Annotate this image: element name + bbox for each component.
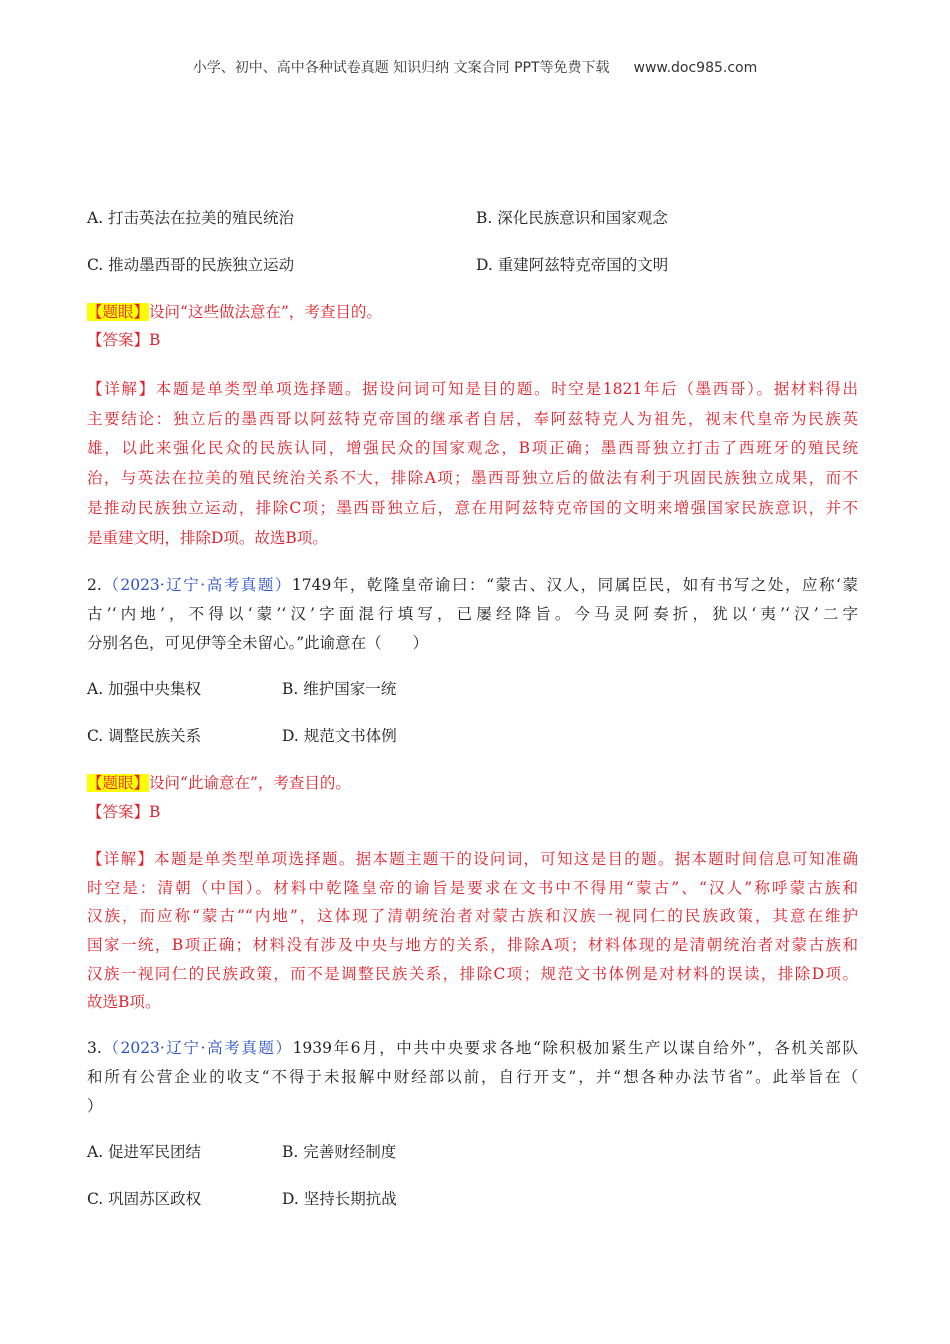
q2-stem-line: 分别名色，可见伊等全未留心。”此谕意在（ ） <box>87 634 429 652</box>
q2-detail-line: 国家一统，B项正确；材料没有涉及中央与地方的关系，排除A项；材料体现的是清朝统治者对蒙古族和 <box>87 936 858 954</box>
q2-option-c: C. 调整民族关系 <box>87 727 202 745</box>
q2-detail-line: 【详解】本题是单类型单项选择题。据本题主题干的设问词，可知这是目的题。据本题时间信息可知准确 <box>87 850 858 868</box>
q2-detail-line: 时空是：清朝（中国）。材料中乾隆皇帝的谕旨是要求在文书中不得用“蒙古”、“汉人”称呼蒙古族和 <box>87 879 858 897</box>
q2-stem-line: 古’‘内地’，不得以‘蒙’‘汉’字面混行填写，已屡经降旨。今马灵阿奏折，犹以‘夷’‘汉’二字 <box>87 605 858 623</box>
q3-stem-line: 和所有公营企业的收支“不得于未报解中财经部以前，自行开支”，并“想各种办法节省”。此举旨在（ <box>87 1068 858 1086</box>
q1-detail-line: 【详解】本题是单类型单项选择题。据设问词可知是目的题。时空是1821年后（墨西哥）。据材料得出 <box>87 380 858 398</box>
page-header <box>0 57 950 77</box>
q2-number: 2. <box>87 576 102 594</box>
q1-option-b: B. 深化民族意识和国家观念 <box>476 209 668 227</box>
q1-detail-line: 主要结论：独立后的墨西哥以阿兹特克帝国的继承者自居，奉阿兹特克人为祖先，视末代皇帝为民族英 <box>87 410 858 428</box>
q3-stem-line <box>87 1038 858 1058</box>
q3-source: （2023·辽宁·高考真题） <box>101 1039 293 1057</box>
tiyan-text: 设问“此谕意在”，考查目的。 <box>149 774 351 792</box>
q3-option-c: C. 巩固苏区政权 <box>87 1190 202 1208</box>
header-url: www.doc985.com <box>633 60 758 76</box>
q3-stem-text: 1939年6月，中共中央要求各地“除积极加紧生产以谋自给外”，各机关部队 <box>292 1039 858 1057</box>
q2-stem-text: 1749年，乾隆皇帝谕曰：“蒙古、汉人，同属臣民，如有书写之处，应称‘蒙 <box>291 576 858 594</box>
q2-stem-line <box>87 575 858 595</box>
q1-option-c: C. 推动墨西哥的民族独立运动 <box>87 256 295 274</box>
q1-answer: 【答案】B <box>87 331 161 349</box>
q3-option-d: D. 坚持长期抗战 <box>282 1190 397 1208</box>
q2-answer: 【答案】B <box>87 803 161 821</box>
q2-option-d: D. 规范文书体例 <box>282 727 397 745</box>
q3-option-a: A. 促进军民团结 <box>87 1143 202 1161</box>
tiyan-label: 【题眼】 <box>87 303 150 321</box>
q3-number: 3. <box>87 1039 102 1057</box>
q1-tiyan <box>87 302 858 322</box>
q1-detail-line: 是重建文明，排除D项。故选B项。 <box>87 529 328 547</box>
q1-option-d: D. 重建阿兹特克帝国的文明 <box>476 256 669 274</box>
tiyan-text: 设问“这些做法意在”，考查目的。 <box>149 303 382 321</box>
q2-detail-line: 汉族，而应称“蒙古”“内地”，这体现了清朝统治者对蒙古族和汉族一视同仁的民族政策，其意在维护 <box>87 907 858 925</box>
q2-source: （2023·辽宁·高考真题） <box>101 576 292 594</box>
header-text: 小学、初中、高中各种试卷真题 知识归纳 文案合同 PPT等免费下载 <box>192 60 610 76</box>
q3-stem-line: ） <box>87 1097 103 1115</box>
q3-option-b: B. 完善财经制度 <box>282 1143 397 1161</box>
q2-tiyan <box>87 773 858 793</box>
q1-detail-line: 雄，以此来强化民众的民族认同，增强民众的国家观念，B项正确；墨西哥独立打击了西班牙的殖民统 <box>87 439 858 457</box>
q1-detail-line: 是推动民族独立运动，排除C项；墨西哥独立后，意在用阿兹特克帝国的文明来增强国家民族意识，并不 <box>87 499 858 517</box>
q2-option-a: A. 加强中央集权 <box>87 680 202 698</box>
q1-detail-line: 治，与英法在拉美的殖民统治关系不大，排除A项；墨西哥独立后的做法有利于巩固民族独立成果，而不 <box>87 469 858 487</box>
q1-option-a: A. 打击英法在拉美的殖民统治 <box>87 209 295 227</box>
q2-detail-line: 故选B项。 <box>87 993 161 1011</box>
tiyan-label: 【题眼】 <box>87 774 150 792</box>
q2-detail-line: 汉族一视同仁的民族政策，而不是调整民族关系，排除C项；规范文书体例是对材料的误读，排除D项。 <box>87 965 858 983</box>
q2-option-b: B. 维护国家一统 <box>282 680 397 698</box>
